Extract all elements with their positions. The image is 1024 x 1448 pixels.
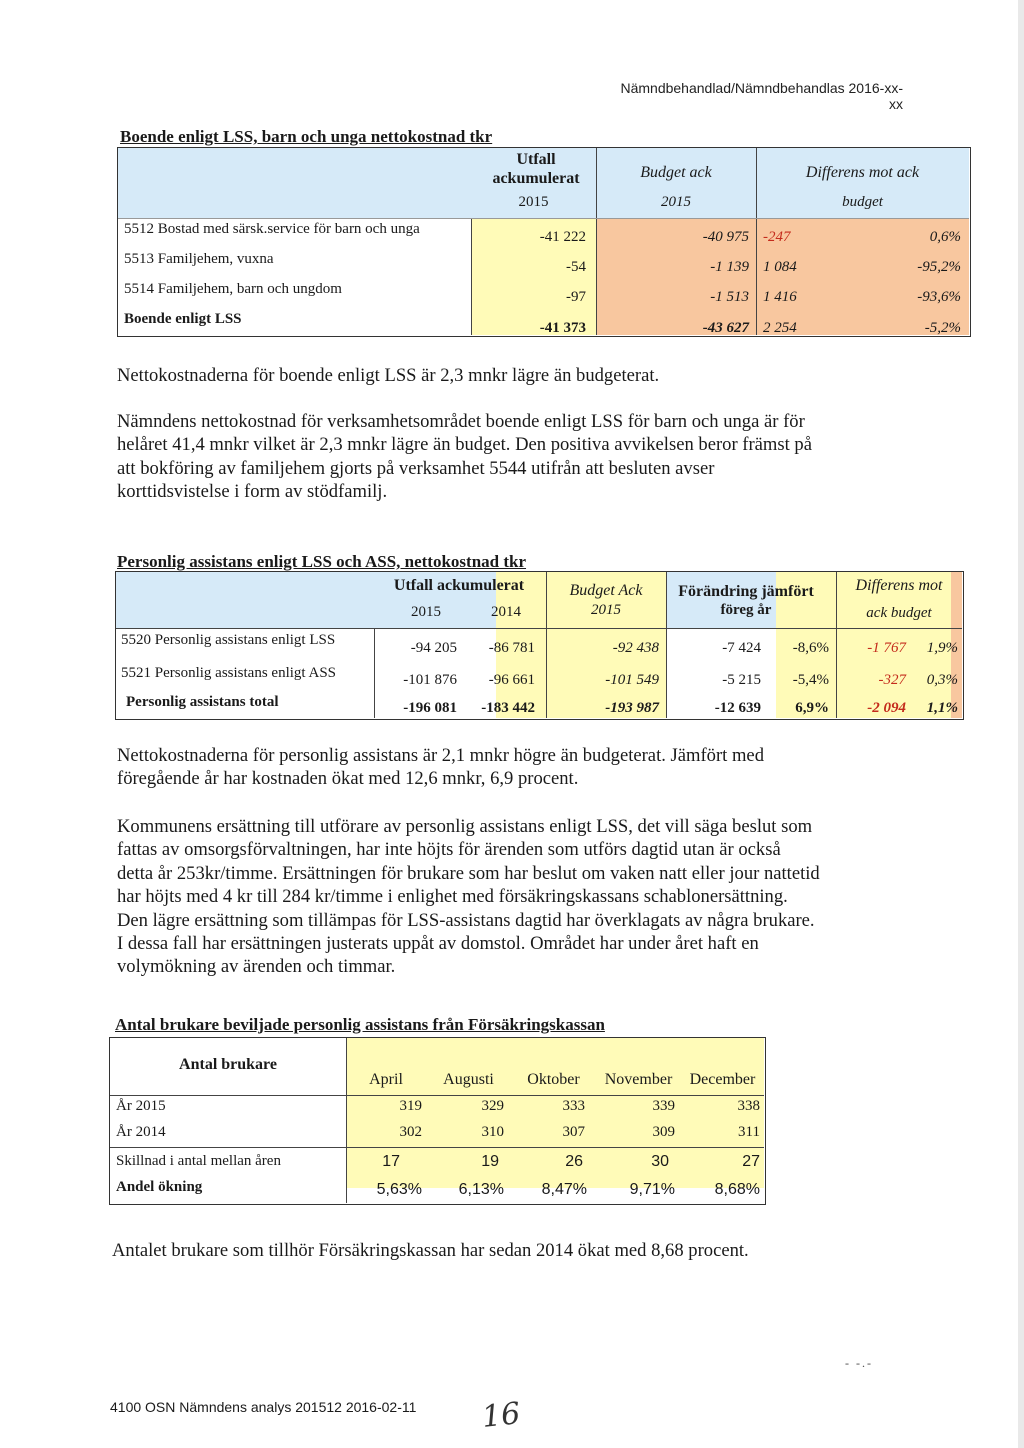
col-diff-header: Differens mot [855,577,943,594]
row-total-change-pct: 6,9% [795,700,829,716]
row-label: 5514 Familjehem, barn och ungdom [124,281,342,297]
row-value: 307 [562,1124,585,1140]
paragraph-line: Nämndens nettokostnad för verksamhetsområdet boende enligt LSS för barn och unga är för [117,411,805,432]
row-diff: -1 767 [867,640,906,656]
table3-title: Antal brukare beviljade personlig assistans från Försäkringskassan [115,1015,605,1034]
row-value: 6,13% [458,1181,504,1198]
row-value: 319 [399,1098,422,1114]
row-total-u2014: -183 442 [481,700,535,716]
row-change: -5 215 [722,672,761,688]
col-diff-sub: budget [842,194,883,210]
paragraph-line: I dessa fall har ersättningen justerats uppåt av domstol. Området har under året haft en [117,933,759,955]
table2-title: Personlig assistans enligt LSS och ASS, nettokostnad tkr [117,552,527,571]
col-budget-header: Budget ack [640,164,712,181]
row-total-budget: -193 987 [605,700,659,716]
row-value: 338 [737,1098,760,1114]
paragraph-line: Kommunens ersättning till utförare av personlig assistans enligt LSS, det vill säga beslut som [117,816,813,837]
page-header: Nämndbehandlad/Nämndbehandlas 2016-xx-xx [620,80,903,112]
paragraph-2 [117,410,917,504]
paragraph-line: helåret 41,4 mnkr vilket är 2,3 mnkr lägre än budget. Den positiva avvikelsen beror främst på [117,434,812,456]
table-boende-lss [117,147,971,337]
row-budget: -1 513 [710,289,749,305]
handwritten-page-number: 16 [480,1396,522,1435]
row-label: 5513 Familjehem, vuxna [124,251,274,267]
row-total-label: Boende enligt LSS [124,311,242,327]
row-utfall: -54 [566,259,586,275]
scan-edge [1018,0,1024,1448]
paragraph-line: detta år 253kr/timme. Ersättningen för brukare som har beslut om vaken natt eller jour nattetid [117,862,820,884]
row-value: 309 [652,1124,675,1140]
row-u2014: -96 661 [488,672,535,688]
col-month: April [369,1071,403,1088]
row-total-diff-pct: 1,1% [926,700,958,716]
col-utfall-year: 2015 [518,194,549,210]
corner-header: Antal brukare [179,1056,277,1073]
paragraph-5: Antalet brukare som tillhör Försäkringskassan har sedan 2014 ökat med 8,68 procent. [112,1240,749,1261]
col-month: Augusti [443,1071,494,1088]
table-antal-brukare [109,1037,766,1205]
row-label: År 2014 [116,1124,166,1140]
row-diff: 1 084 [763,259,797,275]
paragraph-3 [117,744,917,791]
col-utfall-header: Utfall ackumulerat [492,151,580,187]
row-budget: -40 975 [702,229,749,245]
row-label: Skillnad i antal mellan åren [116,1153,281,1169]
row-value: 8,47% [541,1181,587,1198]
row-budget: -92 438 [612,640,659,656]
row-value: 329 [481,1098,504,1114]
row-value: 8,68% [714,1181,760,1198]
paragraph-line: har höjts med 4 kr till 284 kr/timme i enlighet med försäkringskassans schablonersättning. [117,886,788,908]
table1-title: Boende enligt LSS, barn och unga nettokostnad tkr [120,127,493,146]
page-footer: 4100 OSN Nämndens analys 201512 2016-02-11 [110,1399,417,1415]
row-value: 333 [562,1098,585,1114]
paragraph-4 [117,815,917,979]
row-total-u2015: -196 081 [403,700,457,716]
row-diff: -327 [878,672,906,688]
row-value: 310 [481,1124,504,1140]
row-value: 339 [652,1098,675,1114]
row-u2014: -86 781 [488,640,535,656]
row-pct: -95,2% [917,259,961,275]
row-diff: 1 416 [763,289,797,305]
row-total-change: -12 639 [714,700,761,716]
col-change-header: Förändring jämfört [678,583,814,600]
row-diff-pct: 0,3% [926,672,958,688]
row-change-pct: -8,6% [792,640,829,656]
col-2014: 2014 [491,604,521,620]
row-value: 27 [742,1153,760,1170]
row-value: 5,63% [376,1181,422,1198]
col-budget-year: 2015 [661,194,691,210]
row-value: 302 [399,1124,422,1140]
row-pct: 0,6% [929,229,961,245]
row-u2015: -101 876 [403,672,457,688]
row-label: Andel ökning [116,1179,203,1195]
table-personlig-assistans [115,571,964,720]
row-value: 26 [565,1153,583,1170]
paragraph-line: Den lägre ersättning som tillämpas för LSS-assistans dagtid har överklagats av några brukare. [117,909,815,931]
row-value: 311 [738,1124,760,1140]
col-change-sub: föreg år [720,602,772,618]
col-2015: 2015 [411,604,441,620]
col-utfall-header: Utfall ackumulerat [393,577,525,594]
row-pct: -93,6% [917,289,961,305]
row-change: -7 424 [722,640,761,656]
paragraph-1: Nettokostnaderna för boende enligt LSS är 2,3 mnkr lägre än budgeterat. [117,365,660,386]
corner-mark: - -.- [845,1356,873,1370]
row-total-pct: -5,2% [924,320,961,336]
row-change-pct: -5,4% [792,672,829,688]
row-diff-pct: 1,9% [926,640,958,656]
col-diff-header: Differens mot ack [805,164,920,181]
row-value: 19 [481,1153,499,1170]
row-utfall: -41 222 [539,229,586,245]
paragraph-line: volymökning av ärenden och timmar. [117,956,396,978]
row-label: 5521 Personlig assistans enligt ASS [121,665,337,681]
row-value: 17 [382,1153,400,1170]
row-utfall: -97 [566,289,586,305]
paragraph-line: att bokföring av familjehem gjorts på verksamhet 5544 utifrån att besluten avser [117,457,715,479]
col-month: Oktober [527,1071,580,1088]
row-total-utfall: -41 373 [539,320,586,336]
col-month: November [604,1071,673,1088]
row-budget: -101 549 [605,672,659,688]
row-label: 5512 Bostad med särsk.service för barn och unga [124,221,420,237]
paragraph-line: korttidsvistelse i form av stödfamilj. [117,481,388,503]
row-budget: -1 139 [710,259,749,275]
row-total-diff: 2 254 [763,320,797,336]
row-label: År 2015 [116,1098,166,1114]
paragraph-line: föregående år har kostnaden ökat med 12,6 mnkr, 6,9 procent. [117,768,579,790]
col-month: December [689,1071,756,1088]
row-total-diff: -2 094 [867,700,906,716]
paragraph-line: Nettokostnaderna för personlig assistans är 2,1 mnkr högre än budgeterat. Jämfört med [117,745,764,766]
col-diff-sub: ack budget [866,605,932,621]
row-total-budget: -43 627 [702,320,749,336]
row-u2015: -94 205 [410,640,457,656]
col-budget-year: 2015 [591,602,621,618]
col-budget-header: Budget Ack [569,582,643,599]
row-value: 30 [651,1153,669,1170]
paragraph-line: fattas av omsorgsförvaltningen, har inte höjts för ärenden som utförs dagtid utan är också [117,839,781,861]
row-diff: -247 [763,229,791,245]
row-value: 9,71% [629,1181,675,1198]
row-label: 5520 Personlig assistans enligt LSS [121,632,336,648]
row-total-label: Personlig assistans total [126,694,279,710]
